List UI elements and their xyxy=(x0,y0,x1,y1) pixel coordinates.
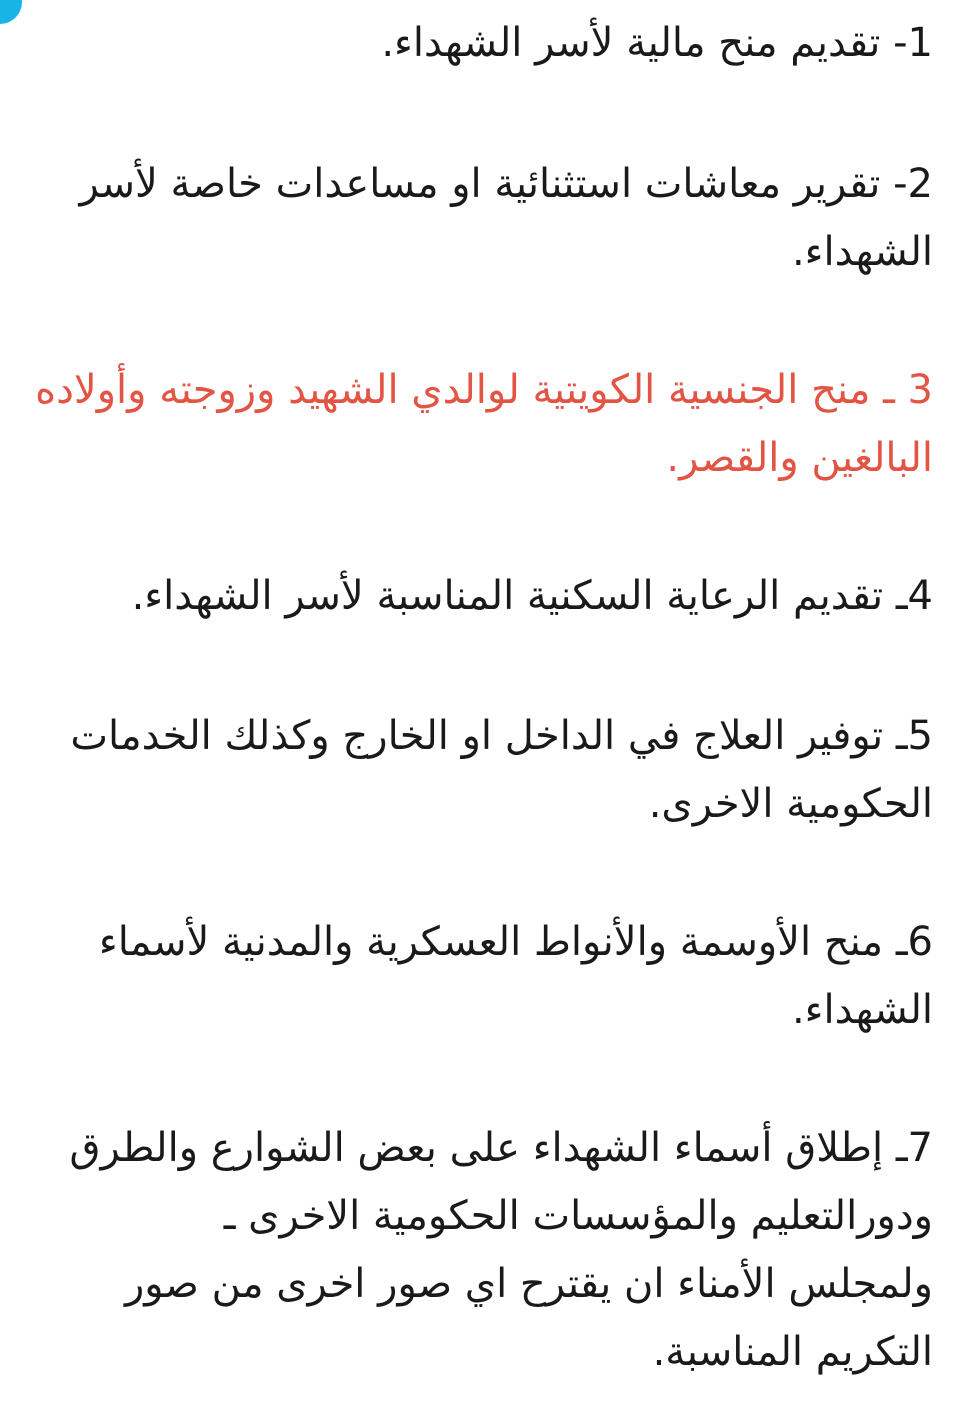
list-item-7 xyxy=(22,1114,933,1386)
list-item-5: 5ـ توفير العلاج في الداخل او الخارج وكذلك الخدمات الحكومية الاخرى. xyxy=(70,713,933,827)
list-item-2: 2- تقرير معاشات استثنائية او مساعدات خاصة لأسر الشهداء. xyxy=(79,161,933,275)
list-item-4: 4ـ تقديم الرعاية السكنية المناسبة لأسر الشهداء. xyxy=(131,573,933,619)
list-item-7-text: 7ـ إطلاق أسماء الشهداء على بعض الشوارع والطرق ودورالتعليم والمؤسسات الحكومية الاخرى ـ xyxy=(69,1125,933,1239)
list-item-6: 6ـ منح الأوسمة والأنواط العسكرية والمدنية لأسماء الشهداء. xyxy=(98,919,933,1033)
corner-indicator-dot xyxy=(0,0,22,24)
list-item-1: 1- تقديم منح مالية لأسر الشهداء. xyxy=(381,20,933,66)
list-item-3-highlighted: 3 ـ منح الجنسية الكويتية لوالدي الشهيد وزوجته وأولاده البالغين والقصر. xyxy=(35,367,933,481)
closing-paragraph: ولمجلس الأمناء ان يقترح اي صور اخرى من صور التكريم المناسبة. xyxy=(124,1261,933,1375)
